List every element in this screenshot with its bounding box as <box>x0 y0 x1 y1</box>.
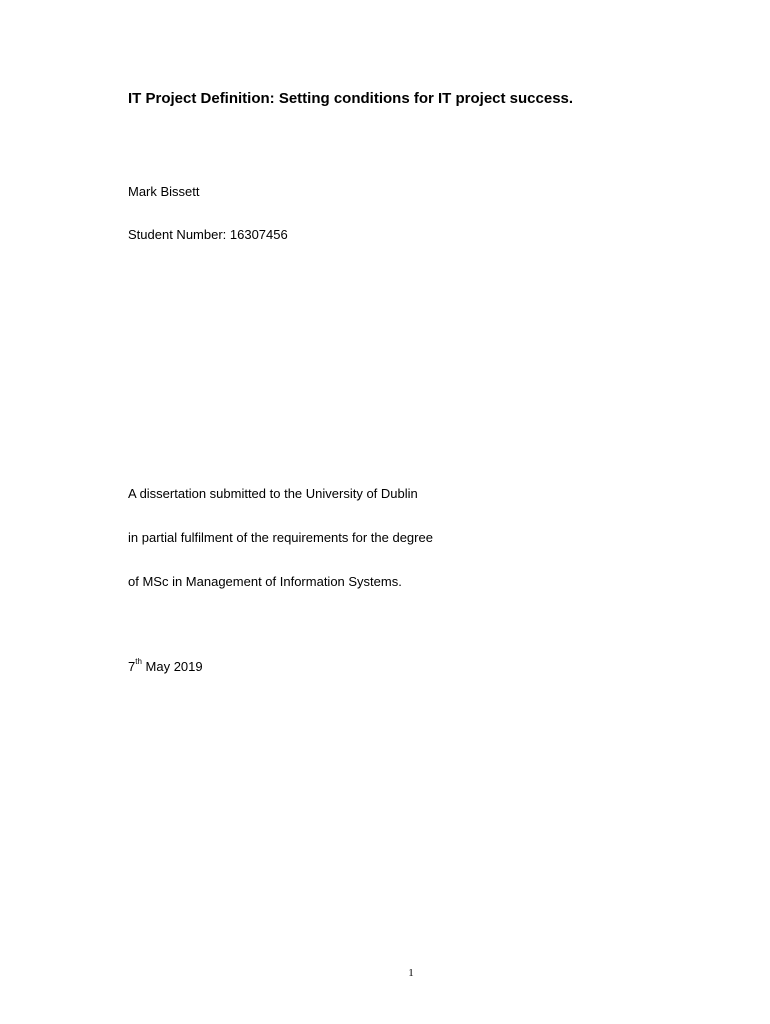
date-day: 7 <box>128 659 136 674</box>
date-month-year: May 2019 <box>141 659 203 674</box>
author-name: Mark Bissett <box>128 184 200 199</box>
dissertation-line-3: of MSc in Management of Information Systems. <box>128 574 402 589</box>
document-title: IT Project Definition: Setting conditions for IT project success. <box>128 90 574 107</box>
dissertation-line-1: A dissertation submitted to the University of Dublin <box>128 486 418 501</box>
date-day-suffix: th <box>135 657 142 666</box>
page-number: 1 <box>408 967 414 979</box>
submission-date <box>128 659 203 674</box>
student-number: Student Number: 16307456 <box>128 227 288 242</box>
dissertation-line-2: in partial fulfilment of the requirements for the degree <box>128 530 433 545</box>
